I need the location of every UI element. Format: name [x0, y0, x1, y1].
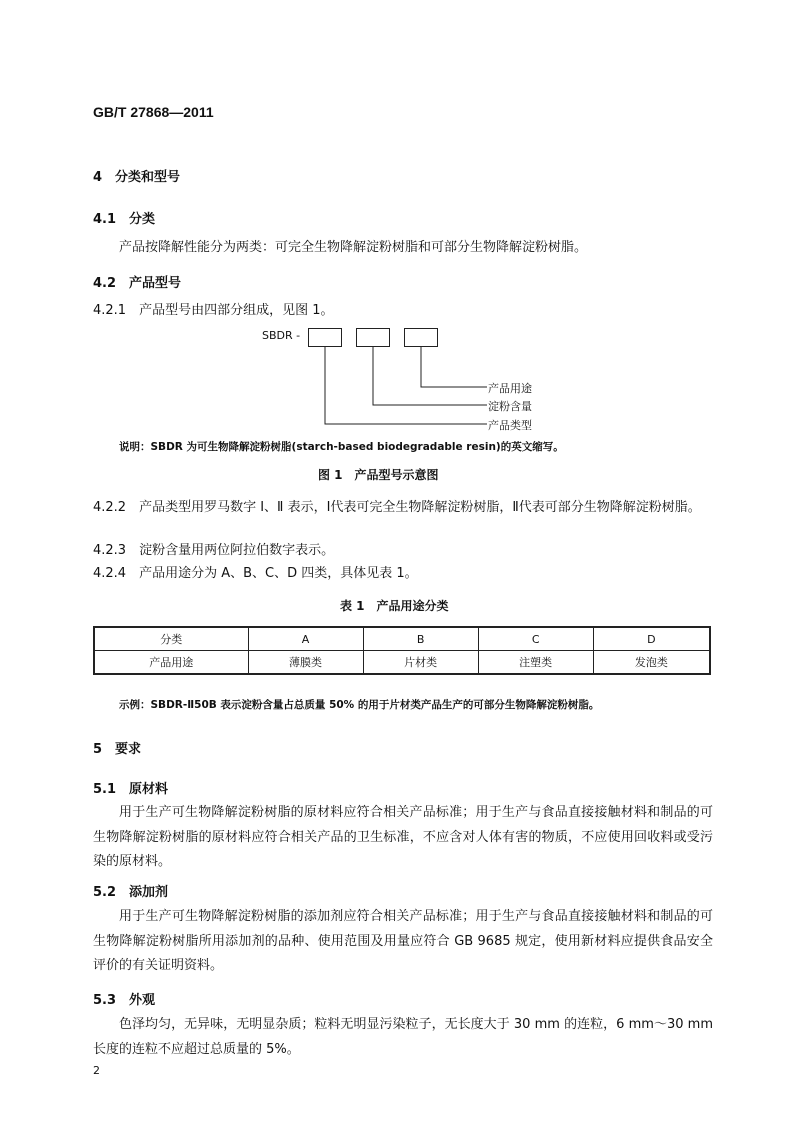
section-5-title: 5 要求 — [93, 742, 142, 757]
table-cell: 产品用途 — [94, 651, 248, 675]
table-cell: 注塑类 — [478, 651, 593, 675]
table-cell: 片材类 — [363, 651, 478, 675]
table-example: 示例：SBDR-Ⅱ50B 表示淀粉含量占总质量 50% 的用于片材类产品生产的可部分生物降解淀粉树脂。 — [119, 699, 600, 711]
section-4-2-1: 4.2.1 产品型号由四部分组成，见图 1。 — [93, 303, 334, 318]
table-cell: A — [248, 627, 363, 651]
figure-caption: 图 1 产品型号示意图 — [318, 468, 439, 482]
section-4-2-4: 4.2.4 产品用途分为 A、B、C、D 四类，具体见表 1。 — [93, 566, 418, 581]
section-4-1-title: 4.1 分类 — [93, 212, 156, 227]
section-5-3-text: 色泽均匀，无异味，无明显杂质；粒料无明显污染粒子，无长度大于 30 mm 的连粒，6 mm～30 mm 长度的连粒不应超过总质量的 5%。 — [93, 1017, 713, 1057]
figure-leader-lines — [0, 0, 798, 440]
table-cell: 分类 — [94, 627, 248, 651]
table-cell: D — [593, 627, 710, 651]
section-5-2-title: 5.2 添加剂 — [93, 885, 169, 900]
section-5-1-text: 用于生产可生物降解淀粉树脂的原材料应符合相关产品标准；用于生产与食品直接接触材料和制品的可生物降解淀粉树脂的原材料应符合相关产品的卫生标准，不应含对人体有害的物质，不应使用回收料或受污染的原材料。 — [93, 805, 713, 869]
table-cell: 薄膜类 — [248, 651, 363, 675]
table-cell: B — [363, 627, 478, 651]
table-caption: 表 1 产品用途分类 — [340, 599, 449, 613]
figure-label-starch: 淀粉含量 — [488, 400, 532, 413]
product-use-table — [93, 626, 711, 675]
section-4-2-title: 4.2 产品型号 — [93, 276, 182, 291]
figure-note: 说明：SBDR 为可生物降解淀粉树脂(starch-based biodegradable resin)的英文缩写。 — [119, 441, 564, 453]
model-prefix: SBDR - — [262, 329, 301, 342]
table-row — [94, 651, 710, 675]
figure-label-type: 产品类型 — [488, 419, 532, 432]
table-cell: 发泡类 — [593, 651, 710, 675]
section-5-2-text: 用于生产可生物降解淀粉树脂的添加剂应符合相关产品标准；用于生产与食品直接接触材料和制品的可生物降解淀粉树脂所用添加剂的品种、使用范围及用量应符合 GB 9685 规定，使用新材料应提供食品安全评价的有关证明资料。 — [93, 909, 713, 973]
table-cell: C — [478, 627, 593, 651]
section-5-1-title: 5.1 原材料 — [93, 782, 169, 797]
section-4-1-text: 产品按降解性能分为两类：可完全生物降解淀粉树脂和可部分生物降解淀粉树脂。 — [119, 240, 588, 255]
section-4-2-2: 4.2.2 产品类型用罗马数字 Ⅰ、Ⅱ 表示，Ⅰ代表可完全生物降解淀粉树脂，Ⅱ代表可部分生物降解淀粉树脂。 — [93, 500, 701, 515]
figure-label-use: 产品用途 — [488, 382, 532, 395]
section-4-title: 4 分类和型号 — [93, 170, 181, 185]
standard-number: GB/T 27868—2011 — [93, 104, 214, 120]
page-number: 2 — [93, 1064, 100, 1077]
section-4-2-3: 4.2.3 淀粉含量用两位阿拉伯数字表示。 — [93, 543, 335, 558]
section-5-3-title: 5.3 外观 — [93, 993, 156, 1008]
table-header-row — [94, 627, 710, 651]
